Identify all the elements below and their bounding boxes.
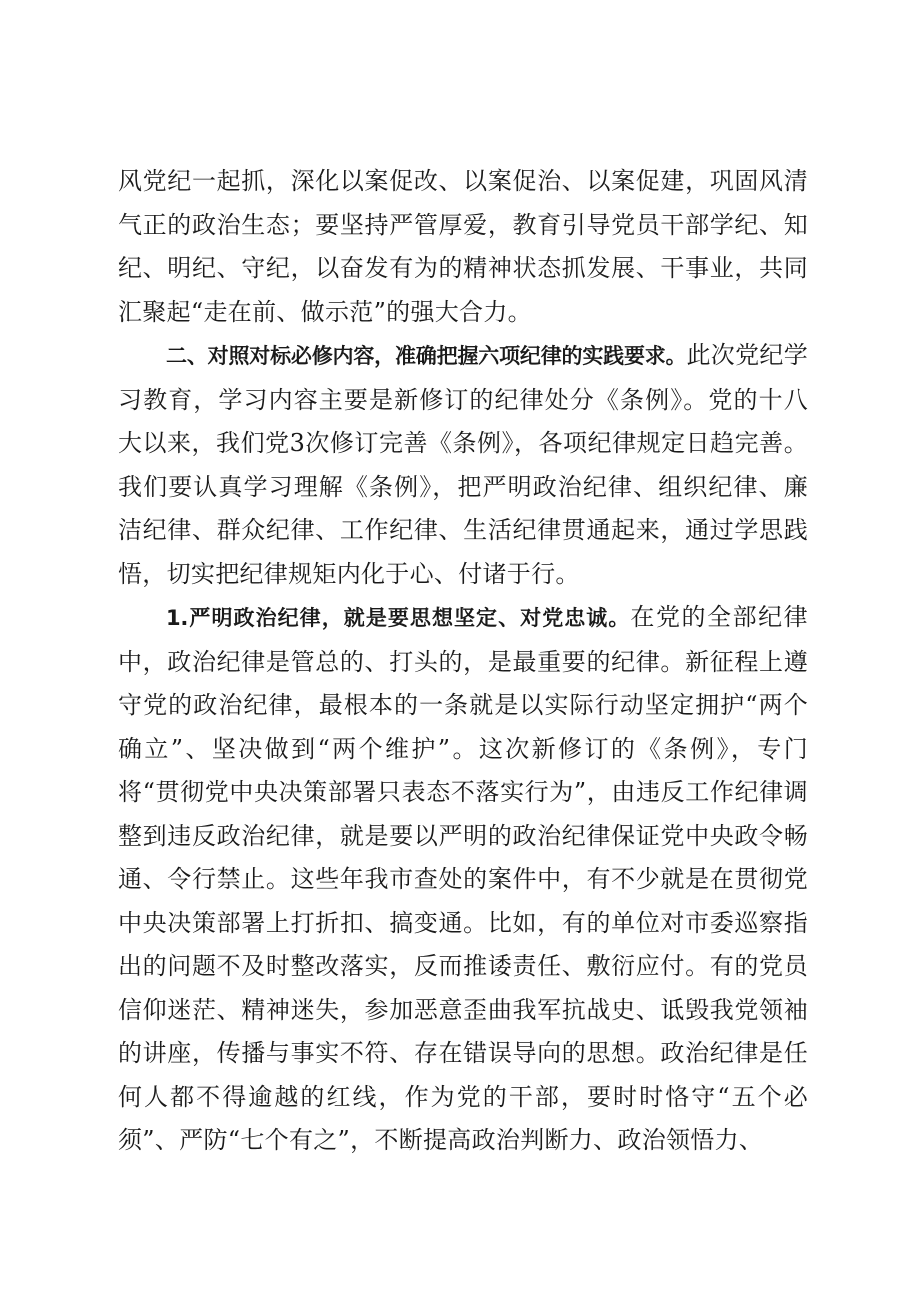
section-heading: 二、对照对标必修内容，准确把握六项纪律的实践要求。 [166,344,687,368]
paragraph-text: 风党纪一起抓，深化以案促改、以案促治、以案促建，巩固风清气正的政治生态；要坚持严管厚爱，教育引导党员干部学纪、知纪、明纪、守纪，以奋发有为的精神状态抓发展、干事业，共同汇聚起“走在前、做示范”的强大合力。 [118,167,808,326]
paragraph-text: 此次党纪学习教育，学习内容主要是新修订的纪律处分《条例》。党的十八大以来，我们党3次修订完善《条例》，各项纪律规定日趋完善。我们要认真学习理解《条例》，把严明政治纪律、组织纪律、廉洁纪律、群众纪律、工作纪律、生活纪律贯通起来，通过学思践悟，切实把纪律规矩内化于心、付诸于行。 [118,341,809,588]
paragraph-section-two [118,334,808,596]
paragraph-text: 在党的全部纪律中，政治纪律是管总的、打头的，是最重要的纪律。新征程上遵守党的政治纪律，最根本的一条就是以实际行动坚定拥护“两个确立”、坚决做到“两个维护”。这次新修订的《条例》，专门将“贯彻党中央决策部署只表态不落实行为”，由违反工作纪律调整到违反政治纪律，就是要以严明的政治纪律保证党中央政令畅通、令行禁止。这些年我市查处的案件中，有不少就是在贯彻党中央决策部署上打折扣、搞变通。比如，有的单位对市委巡察指出的问题不及时整改落实，反而推诿责任、敷衍应付。有的党员信仰迷茫、精神迷失，参加恶意歪曲我军抗战史、诋毁我党领袖的讲座，传播与事实不符、存在错误导向的思想。政治纪律是任何人都不得逾越的红线，作为党的干部，要时时恪守“五个必须”、严防“七个有之”，不断提高政治判断力、政治领悟力、 [118,603,808,1154]
paragraph-political-discipline [118,596,808,1163]
paragraph-continuation [118,160,808,334]
subsection-heading: 1.严明政治纪律，就是要思想坚定、对党忠诚。 [166,606,631,630]
document-body [118,160,808,1163]
